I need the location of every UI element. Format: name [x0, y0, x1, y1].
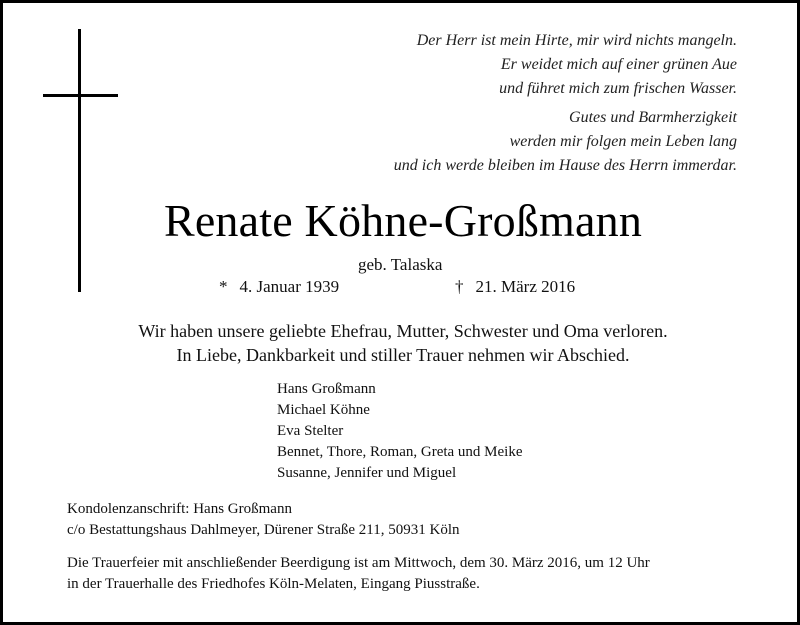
psalm-stanza-1: [394, 29, 737, 101]
address-line: c/o Bestattungshaus Dahlmeyer, Dürener Straße 211, 50931 Köln: [67, 522, 460, 538]
psalm-stanza-2: [394, 106, 737, 178]
psalm-line: und führet mich zum frischen Wasser.: [499, 80, 737, 97]
psalm-line: werden mir folgen mein Leben lang: [509, 133, 737, 150]
psalm-line: Der Herr ist mein Hirte, mir wird nichts mangeln.: [416, 32, 737, 49]
birth-info: [219, 276, 339, 298]
cross-horizontal-bar: [43, 94, 118, 97]
funeral-service-info: [67, 553, 650, 595]
birth-symbol: *: [219, 277, 228, 296]
mourners-list: [277, 379, 523, 484]
mourner-item: Susanne, Jennifer und Miguel: [277, 465, 457, 481]
birth-name: geb. Talaska: [358, 255, 443, 274]
death-symbol: †: [455, 277, 464, 296]
condolence-address: [67, 499, 460, 541]
birth-date: 4. Januar 1939: [239, 277, 340, 296]
psalm-quote: [394, 29, 737, 183]
psalm-line: Er weidet mich auf einer grünen Aue: [500, 56, 737, 73]
deceased-name: Renate Köhne-Großmann: [163, 195, 643, 246]
mourner-item: Bennet, Thore, Roman, Greta und Meike: [277, 444, 523, 460]
farewell-text: [3, 319, 800, 367]
address-line: Kondolenzanschrift: Hans Großmann: [67, 501, 292, 517]
farewell-line: In Liebe, Dankbarkeit und stiller Trauer nehmen wir Abschied.: [176, 345, 630, 365]
mourner-item: Eva Stelter: [277, 423, 344, 439]
service-line: Die Trauerfeier mit anschließender Beerdigung ist am Mittwoch, dem 30. März 2016, um 12 Uhr: [67, 555, 650, 571]
service-line: in der Trauerhalle des Friedhofes Köln-Melaten, Eingang Piusstraße.: [67, 576, 480, 592]
farewell-line: Wir haben unsere geliebte Ehefrau, Mutter, Schwester und Oma verloren.: [138, 321, 668, 341]
psalm-line: Gutes und Barmherzigkeit: [569, 109, 737, 126]
mourner-item: Michael Köhne: [277, 402, 370, 418]
psalm-line: und ich werde bleiben im Hause des Herrn immerdar.: [393, 157, 737, 174]
cross-vertical-bar: [78, 29, 81, 292]
mourner-item: Hans Großmann: [277, 381, 376, 397]
death-date: 21. März 2016: [475, 277, 576, 296]
death-info: [455, 276, 575, 298]
